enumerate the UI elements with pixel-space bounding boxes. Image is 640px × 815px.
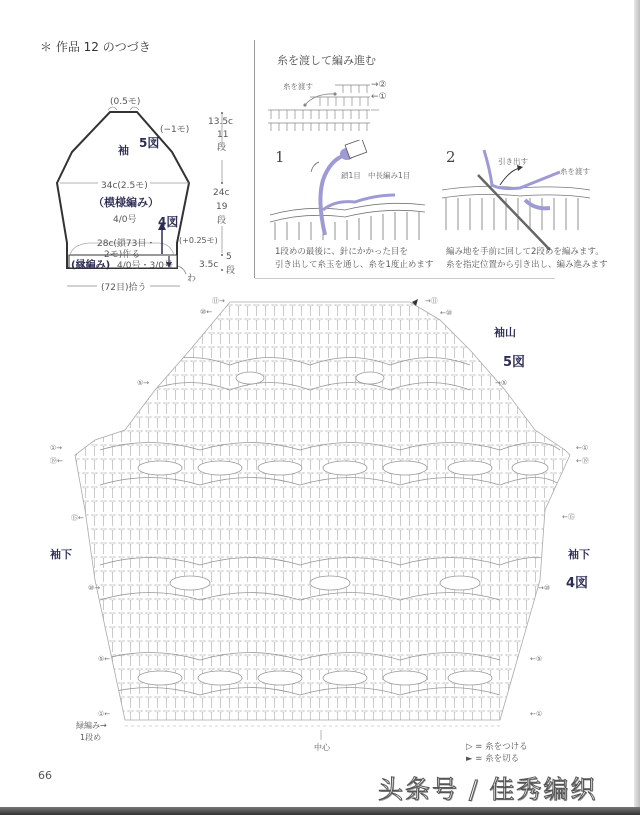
edging-hook-sizes: 4/0号・3/0号 xyxy=(117,261,173,271)
row-marker-1b-left: ①← xyxy=(98,710,111,718)
row-marker-11-left: ⑪→ xyxy=(212,297,225,305)
pull-through-callout: 引き出す xyxy=(498,157,528,166)
cap-figure-ref: 5図 xyxy=(139,136,160,150)
row-marker-1b-right: ←① xyxy=(530,710,543,718)
edging-row-1-label: 緑編み→ xyxy=(76,721,107,730)
symbol-legend xyxy=(466,740,528,764)
stitch-pattern-label: （模様編み） xyxy=(93,196,159,209)
row-marker-1-left: ①→ xyxy=(50,444,63,452)
row-marker-10-left: ⑩← xyxy=(200,308,213,316)
row-marker-10b-right: →⑩ xyxy=(538,584,551,592)
step-1-illustration xyxy=(265,140,435,250)
body-rows-dim: 19 xyxy=(216,202,228,212)
pick-up-label: (72目)拾う xyxy=(101,283,147,293)
bottom-bar xyxy=(0,807,640,815)
watermark: 头条号 / 佳秀编织 xyxy=(378,775,598,804)
step-1 xyxy=(265,140,435,270)
attach-yarn-icon: ▷ xyxy=(466,742,473,752)
sleeve-schematic xyxy=(0,80,254,293)
row-marker-15-right: ←⑮ xyxy=(562,513,575,521)
edge-rows-dim: 5 xyxy=(226,252,232,262)
rows-unit: 段 xyxy=(217,143,227,153)
body-figure-ref: 4図 xyxy=(158,215,179,229)
edging-label: (縁編み) xyxy=(71,260,111,271)
increase-label: (+0.25モ) xyxy=(179,236,218,245)
foundation-label-1: 28c(鎖73目・ xyxy=(97,239,156,249)
sleeve-name: 袖 xyxy=(118,144,129,157)
row-marker-5-left: ⑤← xyxy=(98,655,111,663)
underarm-left-label: 袖下 xyxy=(50,548,72,561)
step-1-caption: 1段めの最後に、針にかかった目を 引き出して糸玉を通し、糸を1度止めます xyxy=(275,247,434,270)
row-marker-5-right: ←⑤ xyxy=(530,655,543,663)
stitch-chart-diagram xyxy=(0,290,640,760)
page-title: ＊ 作品 12 のつづき xyxy=(40,40,151,54)
section-divider xyxy=(254,40,255,278)
legend-attach-yarn: ▷ = 糸をつける xyxy=(466,742,528,752)
ring-label: わ xyxy=(187,274,197,284)
pass-yarn-note: 糸を渡す xyxy=(283,82,313,91)
row-marker-11-right: →⑪ xyxy=(425,297,438,305)
shoulder-decrease-label: (−1モ) xyxy=(160,125,190,135)
hdc-callout: 中長編み1目 xyxy=(368,171,411,180)
body-figure: 4図 xyxy=(566,576,589,591)
rows-unit: 段 xyxy=(217,216,227,226)
section-divider-horizontal xyxy=(255,278,555,279)
step-number: 1 xyxy=(275,148,285,166)
main-hook-size: 4/0号 xyxy=(113,215,137,225)
step-number: 2 xyxy=(446,148,456,166)
sleeve-cap-label: 袖山 xyxy=(494,326,516,339)
pass-yarn-callout: 糸を渡す xyxy=(560,167,590,176)
upper-width-label: 34c(2.5モ) xyxy=(101,181,148,191)
cap-length-dim: 13.5c xyxy=(208,117,233,127)
cut-yarn-icon: ► xyxy=(466,754,473,764)
row-marker-5-cap-right: →⑤ xyxy=(495,379,508,387)
step-2-caption: 編み地を手前に回して2段めを編みます。 糸を指定位置から引き出し、編み進みます xyxy=(446,247,608,270)
edging-row-1-label-2: 1段め xyxy=(80,733,102,742)
row-marker-5-cap-left: ⑤→ xyxy=(137,379,150,387)
row-marker-19-right: ←⑲ xyxy=(576,457,589,465)
row-marker-15-left: ⑮← xyxy=(71,514,84,522)
sleeve-cap-figure: 5図 xyxy=(503,355,526,370)
page-number: 66 xyxy=(38,769,52,782)
legend-cut-yarn: ► = 糸を切る xyxy=(466,754,520,764)
mini-chart xyxy=(265,75,395,135)
top-decrease-label: (0.5モ) xyxy=(110,97,141,107)
body-length-dim: 24c xyxy=(213,188,230,198)
center-label: 中心 xyxy=(314,743,330,752)
foundation-label-2: 2モ)作る xyxy=(104,250,141,260)
step-2 xyxy=(440,140,610,270)
stitch-chart xyxy=(0,290,640,760)
mini-row-2-marker: →② xyxy=(371,80,387,90)
row-marker-19-left: ⑲← xyxy=(50,457,63,465)
row-marker-10b-left: ⑩→ xyxy=(88,584,101,592)
rows-unit: 段 xyxy=(226,266,236,276)
mini-row-1-marker: ←① xyxy=(371,92,387,102)
row-marker-1-right: ←① xyxy=(576,444,589,452)
underarm-right-label: 袖下 xyxy=(568,548,590,561)
edge-length-dim: 3.5c xyxy=(199,260,219,270)
row-marker-10-right: ←⑩ xyxy=(440,309,453,317)
chain-callout: 鎖1目 xyxy=(341,171,361,180)
cap-rows-dim: 11 xyxy=(217,130,229,140)
instruction-title: 糸を渡して編み進む xyxy=(277,54,376,67)
